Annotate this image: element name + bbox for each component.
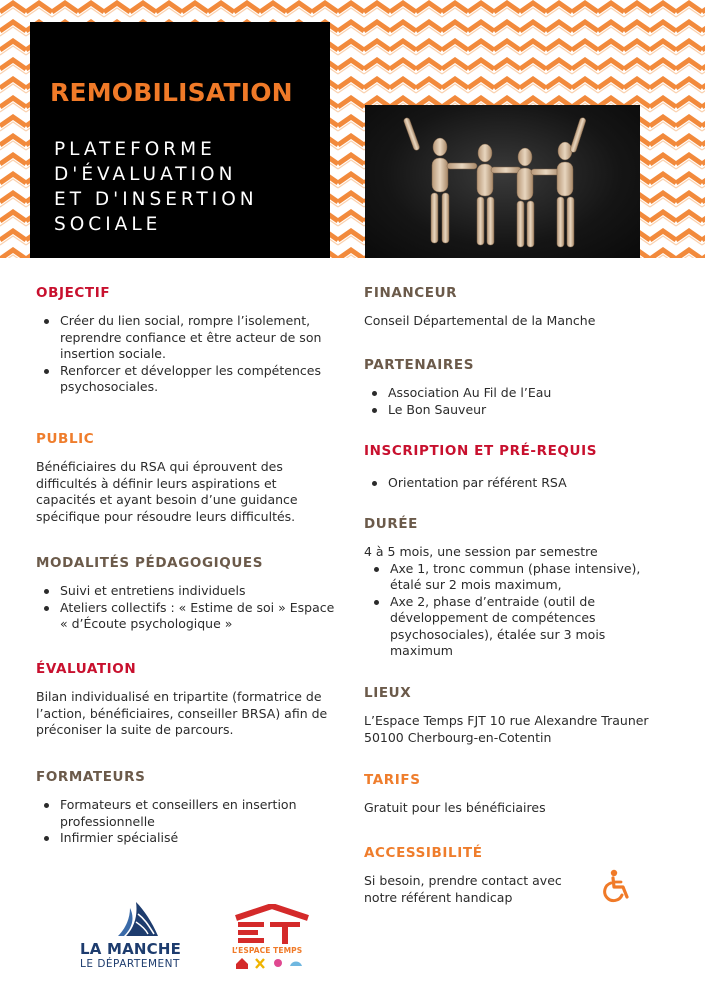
section-lieux [364, 685, 684, 746]
section-tarifs [364, 772, 684, 817]
section-public [36, 431, 336, 525]
section-accessibilite [364, 845, 594, 906]
heading-tarifs: TARIFS [364, 772, 421, 788]
la-manche-logo [80, 900, 190, 972]
heading-accessibilite: ACCESSIBILITÉ [364, 845, 483, 861]
section-objectif [36, 285, 336, 396]
formateurs-list [36, 797, 336, 847]
list-item: Association Au Fil de l’Eau [370, 385, 684, 402]
sail-icon [116, 900, 160, 940]
public-text: Bénéficiaires du RSA qui éprouvent des difficultés à définir leurs aspirations et capacités et ayant besoin d’une guidance spécifique pour résoudre leurs difficultés. [36, 459, 298, 524]
espace-temps-logo [232, 904, 312, 972]
heading-objectif: OBJECTIF [36, 285, 111, 301]
duree-list [364, 561, 684, 660]
heading-partenaires: PARTENAIRES [364, 357, 475, 373]
partenaires-list [364, 385, 684, 418]
logo-manche-line1: LA MANCHE [80, 940, 182, 958]
heading-financeur: FINANCEUR [364, 285, 458, 301]
list-item: Ateliers collectifs : « Estime de soi » Espace « d’Écoute psychologique » [42, 600, 336, 633]
section-partenaires [364, 357, 684, 418]
objectif-list [36, 313, 336, 396]
financeur-text: Conseil Départemental de la Manche [364, 313, 596, 328]
section-evaluation [36, 661, 336, 739]
heading-public: PUBLIC [36, 431, 95, 447]
section-formateurs [36, 769, 336, 847]
duree-text: 4 à 5 mois, une session par semestre [364, 544, 598, 559]
tarifs-text: Gratuit pour les bénéficiaires [364, 800, 546, 815]
lieux-text: L’Espace Temps FJT 10 rue Alexandre Trauner 50100 Cherbourg-en-Cotentin [364, 713, 649, 745]
wheelchair-icon [600, 868, 636, 904]
section-duree [364, 516, 684, 660]
logo-manche-line2: LE DÉPARTEMENT [80, 958, 180, 970]
list-item: Axe 1, tronc commun (phase intensive), étalé sur 2 mois maximum, [372, 561, 642, 594]
heading-evaluation: ÉVALUATION [36, 661, 137, 677]
mannequins-illustration [365, 105, 640, 258]
modalites-list [36, 583, 336, 633]
accessibilite-text: Si besoin, prendre contact avec notre référent handicap [364, 873, 562, 905]
house-et-icon [232, 904, 312, 946]
heading-duree: DURÉE [364, 516, 419, 532]
mannequins-photo [365, 105, 640, 258]
heading-modalites: MODALITÉS PÉDAGOGIQUES [36, 555, 264, 571]
section-financeur [364, 285, 684, 330]
list-item: Renforcer et développer les compétences psychosociales. [42, 363, 336, 396]
activity-icons [234, 956, 312, 970]
page-subtitle: PLATEFORME D'ÉVALUATION ET D'INSERTION SOCIALE [54, 139, 258, 235]
page-title: REMOBILISATION [50, 78, 293, 107]
list-item: Suivi et entretiens individuels [42, 583, 336, 600]
list-item: Orientation par référent RSA [370, 475, 684, 492]
list-item: Infirmier spécialisé [42, 830, 336, 847]
heading-formateurs: FORMATEURS [36, 769, 146, 785]
section-inscription [364, 443, 684, 492]
section-modalites [36, 555, 336, 633]
inscription-list [364, 475, 684, 492]
heading-lieux: LIEUX [364, 685, 412, 701]
title-box [30, 22, 330, 258]
heading-inscription: INSCRIPTION ET PRÉ-REQUIS [364, 443, 598, 459]
list-item: Axe 2, phase d’entraide (outil de développement de compétences psychosociales), étalée sur 3 mois maximum [372, 594, 642, 660]
list-item: Créer du lien social, rompre l’isolement, reprendre confiance et être acteur de son insertion sociale. [42, 313, 336, 363]
list-item: Le Bon Sauveur [370, 402, 684, 419]
logo-espace-temps-text: L’ESPACE TEMPS [232, 946, 303, 955]
list-item: Formateurs et conseillers en insertion professionnelle [42, 797, 336, 830]
evaluation-text: Bilan individualisé en tripartite (formatrice de l’action, bénéficiaires, conseiller BRSA) afin de préconiser la suite de parcours. [36, 689, 328, 737]
